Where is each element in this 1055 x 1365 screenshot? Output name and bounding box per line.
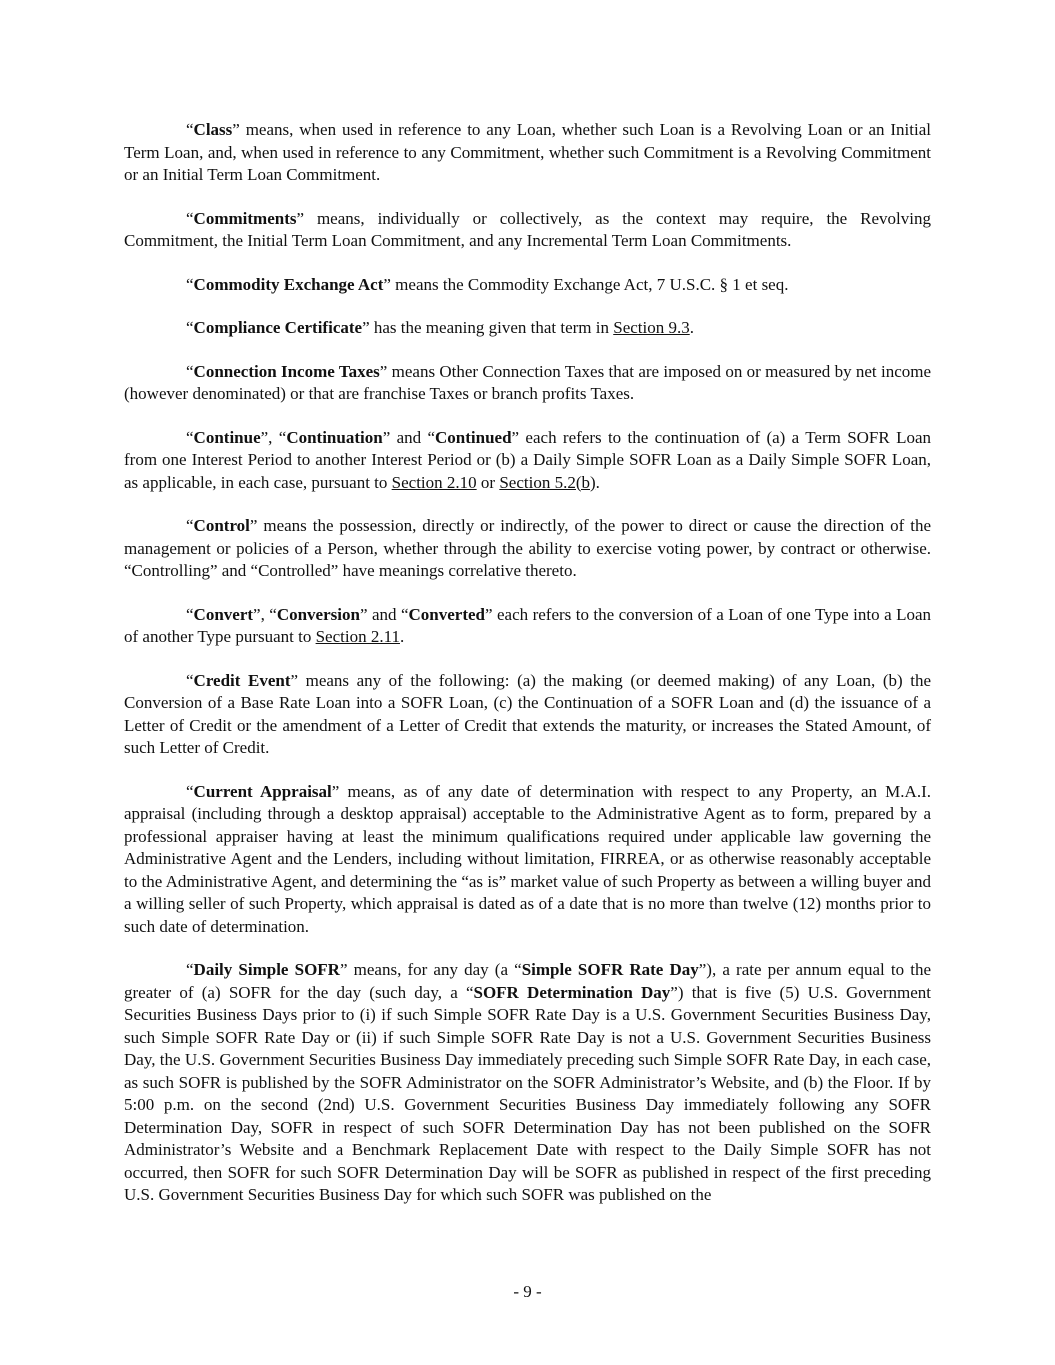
- definition-text: ” and “: [359, 604, 409, 624]
- section-reference: Section 5.2(b): [499, 472, 596, 492]
- defined-term: Compliance Certificate: [193, 318, 363, 337]
- page-number: - 9 -: [513, 1282, 542, 1301]
- definition-text: ” means the possession, directly or indirectly, of the power to direct or cause the direction of the management or policies of a Person, whether through the ability to exercise voting power, by contract or otherwise. “Controlling” and “Controlled” have meanings correlative thereto.: [124, 516, 931, 580]
- definition-text: “: [186, 960, 194, 979]
- definition-text: .: [689, 318, 694, 337]
- definition-text: “: [186, 670, 194, 690]
- defined-term: Credit Event: [193, 670, 291, 690]
- defined-term: Current Appraisal: [193, 781, 332, 801]
- defined-term: Simple SOFR Rate Day: [521, 960, 699, 979]
- definition-text: “: [186, 208, 194, 228]
- definition-text: ”, “: [260, 427, 287, 447]
- definition-daily-simple-sofr: [124, 959, 931, 1207]
- defined-term: Commitments: [193, 208, 297, 228]
- defined-term: Convert: [193, 604, 254, 624]
- definition-text: .: [399, 627, 405, 646]
- definition-credit-event: [124, 670, 931, 760]
- defined-term: Control: [193, 516, 250, 535]
- definition-control: [124, 515, 931, 583]
- definition-continue: [124, 427, 931, 495]
- defined-term: Continuation: [286, 427, 383, 447]
- definition-class: [124, 119, 931, 187]
- defined-term: SOFR Determination Day: [473, 982, 671, 1002]
- definition-compliance-certificate: [124, 317, 931, 340]
- definition-text: ”, “: [253, 604, 277, 624]
- definition-connection-income-taxes: [124, 361, 931, 406]
- defined-term: Conversion: [276, 604, 360, 624]
- definition-current-appraisal: [124, 781, 931, 939]
- section-reference: Section 2.10: [391, 472, 477, 492]
- definition-text: .: [595, 472, 600, 492]
- defined-term: Continued: [435, 427, 512, 447]
- defined-term: Class: [193, 120, 233, 139]
- definition-text: ” means, for any day (a “: [339, 960, 522, 979]
- definition-text: “: [186, 274, 194, 294]
- definition-text: ” means, as of any date of determination with respect to any Property, an M.A.I. appraisal (including through a desktop appraisal) acceptable to the Administrative Agent as to form, prepared by a professional appraiser having at least the minimum qualifications required under applicable law governing the Administrative Agent and the Lenders, including without limitation, FIRREA, or as otherwise reasonably acceptable to the Administrative Agent, and determining the “as is” market value of such Property as between a willing buyer and a willing seller of such Property, which appraisal is dated as of a date that is no more than twelve (12) months prior to such date of determination.: [124, 781, 931, 936]
- definition-text: “: [186, 516, 194, 535]
- definition-text: “: [186, 781, 194, 801]
- definition-text: “: [186, 604, 194, 624]
- definition-text: “: [186, 427, 194, 447]
- definition-commitments: [124, 208, 931, 253]
- definition-text: ” and “: [382, 427, 436, 447]
- definition-text: ” means, individually or collectively, as the context may require, the Revolving Commitment, the Initial Term Loan Commitment, and any Incremental Term Loan Commitments.: [124, 208, 931, 250]
- defined-term: Commodity Exchange Act: [193, 274, 384, 294]
- defined-term: Connection Income Taxes: [193, 361, 380, 381]
- definitions-section: [124, 119, 931, 1228]
- definition-text: ” has the meaning given that term in: [362, 318, 614, 337]
- definition-text: ” means Other Connection Taxes that are imposed on or measured by net income (however denominated) or that are franchise Taxes or branch profits Taxes.: [124, 361, 932, 403]
- definition-commodity-exchange-act: [124, 274, 931, 297]
- definition-text: “: [186, 120, 194, 139]
- defined-term: Converted: [408, 604, 485, 624]
- definition-text: ”), a rate per annum equal to the greater of (a) SOFR for the day (such day, a “: [124, 960, 931, 1002]
- definition-text: or: [476, 472, 500, 492]
- definition-text: “: [186, 318, 194, 337]
- definition-text: ” means the Commodity Exchange Act, 7 U.S.C. § 1 et seq.: [383, 274, 789, 294]
- definition-text: ” means, when used in reference to any Loan, whether such Loan is a Revolving Loan or an Initial Term Loan, and, when used in reference to any Commitment, whether such Commitment is a Revolving Commitment or an Initial Term Loan Commitment.: [124, 120, 931, 184]
- defined-term: Continue: [193, 427, 261, 447]
- defined-term: Daily Simple SOFR: [193, 960, 340, 979]
- definition-text: ” means any of the following: (a) the making (or deemed making) of any Loan, (b) the Conversion of a Base Rate Loan into a SOFR Loan, (c) the Continuation of a SOFR Loan and (d) the issuance of a Letter of Credit or the amendment of a Letter of Credit that extends the maturity, or increases the Stated Amount, of such Letter of Credit.: [124, 670, 931, 757]
- section-reference: Section 9.3: [613, 318, 690, 337]
- definition-text: ”) that is five (5) U.S. Government Securities Business Days prior to (i) if such Simple SOFR Rate Day is a U.S. Government Securities Business Day, such Simple SOFR Rate Day or (ii) if such Simple SOFR Rate Day is not a U.S. Government Securities Business Day, the U.S. Government Securities Business Day immediately preceding such Simple SOFR Rate Day, in each case, as such SOFR is published by the SOFR Administrator on the SOFR Administrator’s Website, and (b) the Floor. If by 5:00 p.m. on the second (2nd) U.S. Government Securities Business Day immediately following any SOFR Determination Day, SOFR in respect of such SOFR Determination Day has not been published on the SOFR Administrator’s Website and a Benchmark Replacement Date with respect to the Daily Simple SOFR has not occurred, then SOFR for such SOFR Determination Day will be SOFR as published in respect of the first preceding U.S. Government Securities Business Day for which such SOFR was published on the: [124, 982, 931, 1204]
- definition-text: ” each refers to the conversion of a Loan of one Type into a Loan of another Type pursuant to: [124, 604, 931, 646]
- definition-text: “: [186, 361, 194, 381]
- section-reference: Section 2.11: [315, 627, 400, 646]
- definition-convert: [124, 604, 931, 649]
- definition-text: ” each refers to the continuation of (a) a Term SOFR Loan from one Interest Period to another Interest Period or (b) a Daily Simple SOFR Loan as a Daily Simple SOFR Loan, as applicable, in each case, pursuant to: [124, 427, 931, 492]
